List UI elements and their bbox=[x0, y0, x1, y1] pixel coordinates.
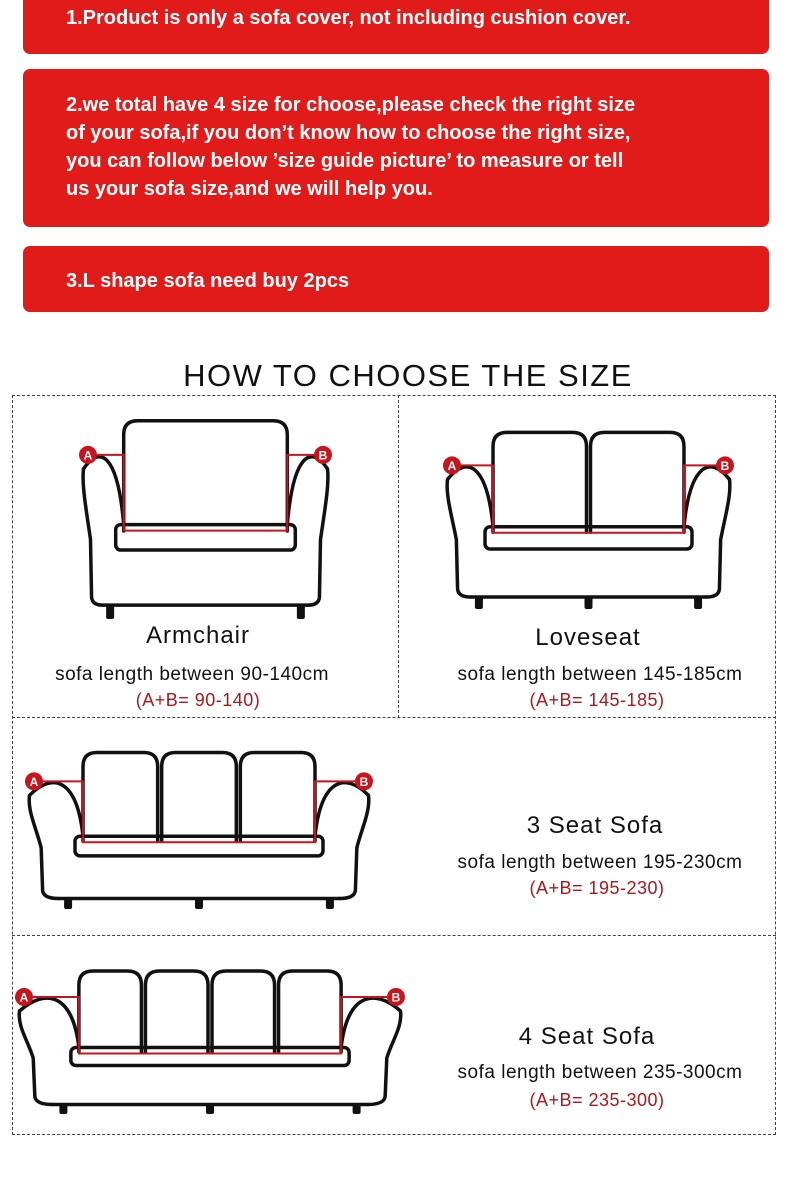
loveseat-illustration bbox=[442, 425, 735, 610]
notice-text: of your sofa,if you don’t know how to choose the right size, bbox=[66, 122, 631, 144]
sofa-leg bbox=[206, 1105, 214, 1115]
four-seat-sofa-illustration bbox=[14, 965, 406, 1115]
three-seat-sofa-illustration bbox=[24, 746, 374, 910]
marker-b-label: B bbox=[391, 990, 401, 1005]
size-formula: (A+B= 90-140) bbox=[135, 690, 261, 710]
sofa-leg bbox=[353, 1105, 361, 1115]
back-cushion bbox=[240, 753, 315, 842]
size-range: sofa length between 90-140cm bbox=[55, 664, 329, 685]
grid-divider bbox=[12, 717, 776, 718]
measure-lines bbox=[460, 465, 717, 532]
size-range: sofa length between 145-185cm bbox=[457, 664, 743, 685]
sofa-leg bbox=[297, 605, 305, 619]
sofa-leg bbox=[326, 899, 334, 909]
measure-path bbox=[96, 455, 315, 531]
seat-cushion bbox=[116, 525, 296, 550]
notice-banner-3 bbox=[23, 246, 769, 312]
sofa-outline bbox=[19, 971, 401, 1105]
size-name: 3 Seat Sofa bbox=[526, 812, 664, 839]
back-cushion bbox=[493, 432, 586, 532]
size-name: Armchair bbox=[145, 622, 250, 649]
sofa-leg bbox=[694, 597, 702, 609]
size-formula: (A+B= 145-185) bbox=[529, 690, 665, 710]
back-cushion bbox=[162, 753, 237, 842]
sofa-outline bbox=[29, 753, 369, 899]
back-cushion bbox=[83, 753, 158, 842]
marker-a-label: A bbox=[83, 448, 93, 463]
size-formula: (A+B= 195-230) bbox=[529, 878, 665, 898]
sofa-outline bbox=[447, 432, 730, 597]
size-range: sofa length between 195-230cm bbox=[457, 852, 743, 873]
marker-a-label: A bbox=[29, 774, 39, 789]
measure-lines bbox=[32, 997, 388, 1054]
size-formula: (A+B= 235-300) bbox=[529, 1090, 665, 1110]
marker-a-label: A bbox=[447, 458, 457, 473]
back-cushion bbox=[279, 971, 342, 1052]
right-arm bbox=[287, 457, 328, 605]
sofa-leg bbox=[585, 597, 593, 609]
marker-a-label: A bbox=[19, 990, 29, 1005]
notice-banner-1 bbox=[23, 0, 769, 54]
back-cushion bbox=[79, 971, 142, 1052]
measure-path bbox=[32, 997, 388, 1054]
marker-b-label: B bbox=[720, 458, 730, 473]
notice-text: 2.we total have 4 size for choose,please check the right size bbox=[66, 94, 636, 116]
size-range: sofa length between 235-300cm bbox=[457, 1062, 743, 1083]
size-name: Loveseat bbox=[535, 624, 641, 651]
notice-text: us your sofa size,and we will help you. bbox=[66, 178, 433, 200]
back-cushion bbox=[591, 432, 684, 532]
back-cushion bbox=[145, 971, 208, 1052]
back-cushion bbox=[212, 971, 275, 1052]
marker-b-label: B bbox=[359, 774, 369, 789]
size-name: 4 Seat Sofa bbox=[518, 1023, 656, 1050]
left-arm bbox=[83, 457, 124, 605]
back-cushion bbox=[124, 421, 288, 531]
sofa-leg bbox=[475, 597, 483, 609]
measure-lines bbox=[42, 781, 356, 842]
measure-path bbox=[42, 781, 356, 842]
notice-text: you can follow below ’size guide picture’ to measure or tell bbox=[66, 150, 624, 172]
notice-text: 1.Product is only a sofa cover, not including cushion cover. bbox=[66, 7, 631, 29]
section-title: HOW TO CHOOSE THE SIZE bbox=[183, 358, 633, 393]
marker-b-label: B bbox=[318, 448, 328, 463]
sofa-leg bbox=[106, 605, 114, 619]
sofa-leg bbox=[64, 899, 72, 909]
seat-cushion bbox=[485, 527, 692, 549]
measure-path bbox=[460, 465, 717, 532]
seat-cushion bbox=[75, 836, 323, 856]
armchair-illustration bbox=[78, 408, 333, 620]
sofa-leg bbox=[59, 1105, 67, 1115]
seat-cushion bbox=[71, 1048, 349, 1066]
measure-lines bbox=[96, 455, 315, 531]
grid-divider bbox=[12, 935, 776, 936]
notice-text: 3.L shape sofa need buy 2pcs bbox=[66, 270, 350, 292]
notice-banner-2 bbox=[23, 69, 769, 227]
sofa-outline bbox=[83, 421, 328, 605]
grid-divider bbox=[398, 395, 399, 718]
sofa-leg bbox=[195, 899, 203, 909]
